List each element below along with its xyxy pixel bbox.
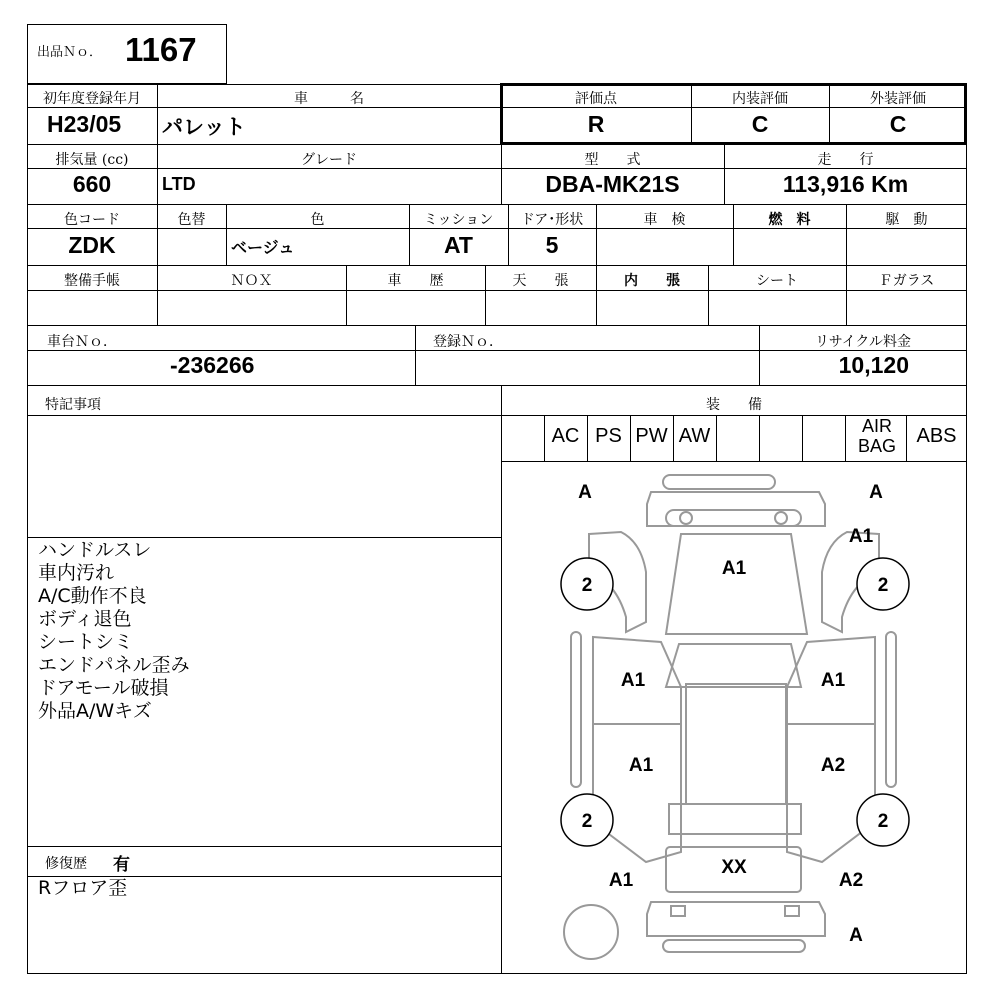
score-value: R: [587, 111, 605, 137]
equip-ps: PS: [595, 425, 622, 447]
equip-ac: AC: [551, 425, 580, 447]
mark-rear-door-l: A1: [628, 755, 654, 776]
lot-number-box: [27, 24, 227, 84]
exterior-label: 外装評価: [870, 91, 926, 107]
note-item: ボディ退色: [38, 608, 132, 630]
interior-value: C: [751, 111, 769, 137]
repaint-label: 色替: [177, 212, 206, 228]
inspection-label: 車 検: [643, 212, 686, 228]
car-damage-diagram: [501, 462, 967, 974]
exterior-value: C: [889, 111, 907, 137]
name-label: 車 名: [294, 91, 364, 107]
sunroof-label: 天 張: [512, 273, 569, 289]
drive-label: 駆 動: [885, 212, 928, 228]
notes-list: [38, 539, 190, 723]
chassis-label: 車台Ｎｏ．: [47, 334, 117, 350]
recycle-label: リサイクル料金: [814, 334, 912, 350]
lot-label: 出品Ｎｏ．: [37, 45, 103, 60]
mark-front-door-r: A1: [820, 670, 846, 691]
equipment-label: 装 備: [706, 397, 762, 413]
reg-value: H23/05: [47, 111, 122, 137]
mark-front-left: A: [578, 482, 592, 503]
note-item: 車内汚れ: [38, 562, 115, 584]
nox-label: ＮＯＸ: [230, 273, 273, 289]
repair-value: 有: [113, 855, 130, 875]
door-value: 5: [545, 232, 559, 258]
mark-tire-fr: 2: [877, 575, 889, 596]
mark-tire-rl: 2: [581, 811, 593, 832]
interior-trim-label: 内 張: [624, 273, 680, 289]
fuel-label: 燃 料: [768, 212, 811, 228]
lot-number: 1167: [125, 31, 197, 68]
mark-rear-r: A2: [838, 870, 864, 891]
equip-aw: AW: [678, 425, 711, 447]
mission-label: ミッション: [423, 212, 494, 228]
note-item: A/C動作不良: [38, 585, 147, 607]
mark-rear-bumper-r: A: [849, 925, 863, 946]
mark-front-door-l: A1: [620, 670, 646, 691]
name-value: パレット: [162, 115, 246, 139]
mark-rear-l: A1: [608, 870, 634, 891]
mark-tailgate: XX: [721, 857, 747, 878]
notes-label: 特記事項: [45, 397, 101, 413]
color-label: 色: [310, 212, 325, 228]
chassis-value: -236266: [170, 352, 255, 378]
fglass-label: Ｆガラス: [878, 273, 935, 289]
grade-value: LTD: [162, 174, 196, 194]
service-book-label: 整備手帳: [64, 273, 120, 289]
grade-label: グレード: [301, 152, 357, 168]
model-value: DBA-MK21S: [545, 171, 680, 197]
reg-label: 初年度登録年月: [43, 91, 141, 107]
color-code-label: 色コード: [64, 212, 120, 228]
note-item: ハンドルスレ: [38, 539, 152, 561]
repair-detail: Rフロア歪: [38, 877, 128, 899]
displacement-value: 660: [72, 171, 112, 197]
mark-front-right: A: [869, 482, 883, 503]
note-item: 外品A/Wキズ: [38, 700, 152, 722]
recycle-value: 10,120: [838, 352, 909, 378]
repair-label: 修復歴: [45, 856, 87, 872]
equip-pw: PW: [635, 425, 668, 447]
displacement-label: 排気量 (cc): [55, 152, 129, 168]
color-code-value: ZDK: [68, 232, 116, 258]
interior-label: 内装評価: [732, 91, 788, 107]
model-label: 型 式: [584, 152, 641, 168]
color-value: ベージュ: [231, 238, 295, 257]
registration-label: 登録Ｎｏ．: [433, 334, 503, 350]
mission-value: AT: [444, 232, 473, 258]
mark-hood: A1: [721, 558, 747, 579]
history-label: 車 歴: [387, 273, 444, 289]
mileage-label: 走 行: [817, 152, 874, 168]
mileage-value: 113,916 Km: [782, 171, 909, 197]
equip-abs: ABS: [916, 425, 957, 447]
note-item: シートシミ: [38, 631, 134, 653]
note-item: ドアモール破損: [38, 677, 169, 699]
door-label: ドア･形状: [520, 212, 584, 228]
mark-tire-rr: 2: [877, 811, 889, 832]
seat-label: シート: [756, 273, 798, 289]
note-item: エンドパネル歪み: [38, 654, 190, 676]
mark-rear-door-r: A2: [820, 755, 846, 776]
equip-airbag: AIR BAG: [857, 416, 896, 456]
score-label: 評価点: [575, 91, 617, 107]
mark-hood-right: A1: [848, 526, 874, 547]
mark-tire-fl: 2: [581, 575, 593, 596]
